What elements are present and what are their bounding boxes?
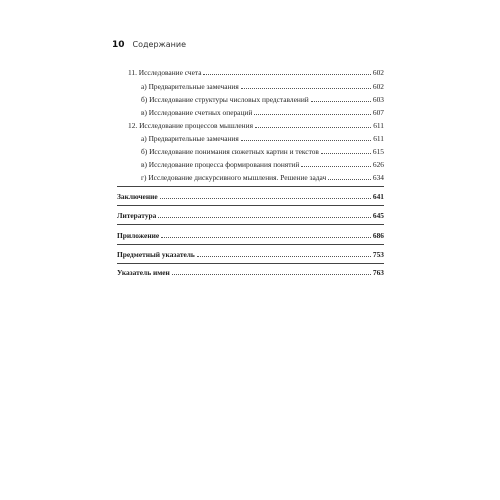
section-divider (117, 186, 384, 187)
toc-entry-label: Заключение (117, 192, 158, 201)
toc-entry (141, 173, 384, 183)
toc-entry-label: Предметный указатель (117, 250, 195, 259)
dot-leader (254, 108, 371, 115)
toc-entry-label: 11. Исследование счета (128, 68, 202, 77)
toc-entry (117, 268, 384, 278)
toc-entry-page: 645 (372, 211, 384, 220)
toc-entry (117, 250, 384, 260)
toc-entry (141, 134, 384, 144)
toc-entry (117, 192, 384, 202)
section-divider (117, 263, 384, 264)
dot-leader (161, 231, 371, 238)
toc-entry-page: 634 (372, 173, 384, 182)
toc-entry-page: 607 (372, 108, 384, 117)
toc-entry-label: Указатель имен (117, 268, 170, 277)
toc-entry-label: б) Исследование понимания сюжетных картин и текстов (141, 147, 319, 156)
running-head (112, 40, 186, 50)
toc-entry (128, 68, 384, 78)
dot-leader (328, 173, 371, 180)
toc-entry (117, 231, 384, 241)
dot-leader (321, 147, 371, 154)
section-divider (117, 244, 384, 245)
toc-entry-page: 763 (372, 268, 384, 277)
toc-entry (141, 108, 384, 118)
toc-entry-page: 611 (373, 121, 384, 130)
toc-entry-label: в) Исследование счетных операций (141, 108, 253, 117)
dot-leader (255, 121, 371, 128)
section-divider (117, 224, 384, 225)
toc-entry (141, 160, 384, 170)
toc-entry-page: 626 (372, 160, 384, 169)
dot-leader (172, 268, 371, 275)
toc-entry-label: Литература (117, 211, 157, 220)
page-number: 10 (112, 40, 125, 50)
dot-leader (241, 134, 371, 141)
toc-entry (141, 147, 384, 157)
running-head-title: Содержание (132, 40, 187, 49)
toc-entry-page: 611 (373, 134, 384, 143)
dot-leader (311, 95, 371, 102)
dot-leader (197, 250, 371, 257)
toc-entry-label: г) Исследование дискурсивного мышления. Решение задач (141, 173, 327, 182)
toc-entry-label: 12. Исследование процессов мышления (128, 121, 253, 130)
toc-entry-page: 602 (372, 68, 384, 77)
toc-entry-page: 615 (372, 147, 384, 156)
toc-entry-label: б) Исследование структуры числовых представлений (141, 95, 309, 104)
dot-leader (160, 192, 371, 199)
toc-entry (128, 121, 384, 131)
dot-leader (203, 68, 370, 75)
dot-leader (301, 160, 371, 167)
toc-entry (117, 211, 384, 221)
section-divider (117, 205, 384, 206)
dot-leader (158, 211, 371, 218)
toc-entry-page: 641 (372, 192, 384, 201)
toc-entry-page: 753 (372, 250, 384, 259)
toc-entry-label: Приложение (117, 231, 160, 240)
toc-entry (141, 82, 384, 92)
toc-entry-label: в) Исследование процесса формирования понятий (141, 160, 300, 169)
toc-entry-page: 686 (372, 231, 384, 240)
toc-entry-label: а) Предварительные замечания (141, 82, 239, 91)
toc-entry-page: 602 (372, 82, 384, 91)
toc-entry-page: 603 (372, 95, 384, 104)
dot-leader (241, 82, 371, 89)
toc-entry-label: а) Предварительные замечания (141, 134, 239, 143)
toc-entry (141, 95, 384, 105)
